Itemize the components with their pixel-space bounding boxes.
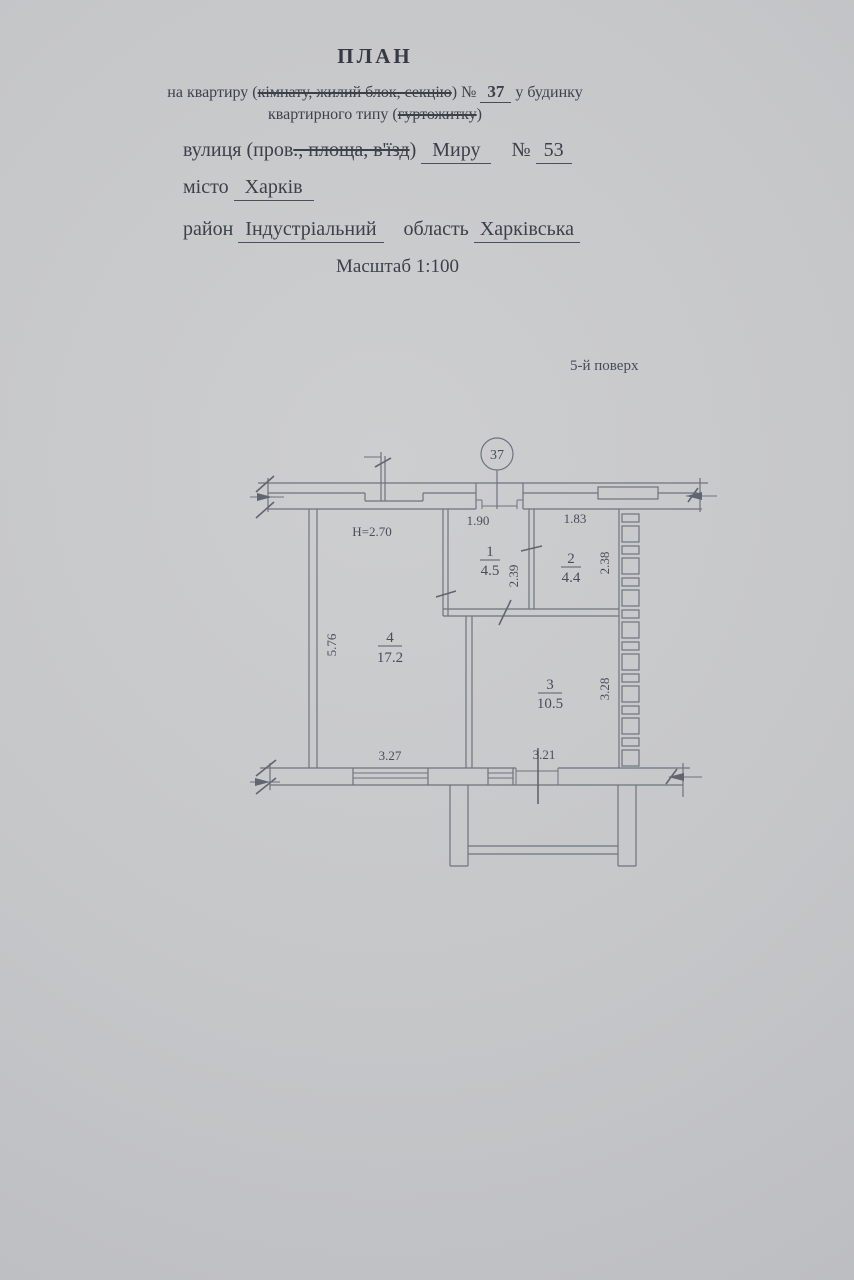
city-label: місто (183, 176, 229, 198)
line2-prefix: квартирного типу ( (268, 106, 398, 123)
street-row (183, 139, 572, 162)
line1-struck-options: кімнату, жилий блок, секцію (257, 84, 452, 101)
city-value: Харків (234, 176, 314, 201)
room-label-1 (480, 544, 500, 579)
apartment-number-value: 37 (480, 82, 511, 103)
door-mark-room4 (436, 591, 456, 597)
region-value: Харківська (474, 218, 580, 243)
shaft-wall-blocks (622, 514, 639, 766)
room4-area: 17.2 (376, 650, 404, 666)
door-mark-room2 (521, 546, 542, 551)
dim-room3-depth: 3.28 (596, 677, 612, 701)
room-label-3 (537, 677, 563, 712)
district-label: район (183, 218, 234, 240)
apartment-number-circle (481, 438, 513, 509)
balcony (450, 785, 636, 866)
line2-struck-option: гуртожитку (397, 106, 477, 123)
dim-room2-width: 1.83 (563, 511, 587, 526)
street-struck-options: ., площа, в'їзд (293, 139, 410, 161)
window-top-right (598, 487, 658, 499)
district-value: Індустріальний (238, 218, 383, 243)
street-label: вулиця (пров (183, 139, 294, 161)
door-mark-room3 (499, 600, 511, 625)
dim-room3-width: 3.21 (532, 747, 556, 762)
dim-room1-width: 1.90 (466, 513, 490, 528)
room-label-2 (561, 551, 581, 586)
street-number-value: 53 (536, 139, 572, 164)
entrance-door-opening (476, 483, 523, 509)
window-room4 (353, 768, 428, 785)
dim-room4-width: 3.27 (378, 748, 402, 763)
header-line-building-type (155, 104, 595, 126)
room3-area: 10.5 (536, 696, 564, 712)
header-line-apartment (155, 81, 595, 104)
room1-number: 1 (486, 544, 494, 560)
line2-suffix: ) (476, 106, 482, 123)
street-value: Миру (421, 139, 491, 164)
circle-number-label: 37 (490, 448, 504, 463)
room-labels (377, 544, 581, 712)
top-exterior-wall (250, 476, 717, 518)
document-title: ПЛАН (337, 44, 413, 68)
section-mark (364, 452, 391, 501)
district-row (183, 218, 580, 241)
interior-walls (436, 509, 619, 768)
line1-prefix: на квартиру ( (167, 84, 258, 101)
room4-left-wall (309, 509, 317, 768)
room2-number: 2 (567, 551, 575, 567)
line1-middle: ) № (451, 84, 481, 101)
dim-room4-depth: 5.76 (323, 633, 339, 657)
bottom-exterior-wall (250, 748, 702, 804)
wall-break-marks-top (250, 476, 717, 518)
street-number-sign: № (511, 139, 531, 161)
window-room3 (488, 768, 513, 785)
line1-suffix: у будинку (511, 84, 583, 101)
region-label: область (403, 218, 469, 240)
dimension-labels (324, 511, 612, 763)
room4-number: 4 (386, 630, 394, 646)
scale-note: Масштаб 1:100 (336, 256, 460, 277)
room-label-4 (377, 630, 403, 666)
ceiling-height-label: H=2.70 (352, 524, 392, 539)
wall-break-marks-bottom (250, 760, 702, 794)
room2-area: 4.4 (561, 570, 581, 586)
street-label-close: ) (409, 139, 422, 161)
room1-area: 4.5 (480, 563, 500, 579)
dim-room2-depth: 2.38 (596, 551, 612, 575)
document-header (155, 44, 595, 126)
city-row (183, 176, 314, 199)
floor-plan-drawing (250, 430, 720, 870)
dim-room1-depth: 2.39 (505, 564, 521, 588)
floor-note: 5-й поверх (570, 358, 639, 374)
room3-number: 3 (546, 677, 554, 693)
